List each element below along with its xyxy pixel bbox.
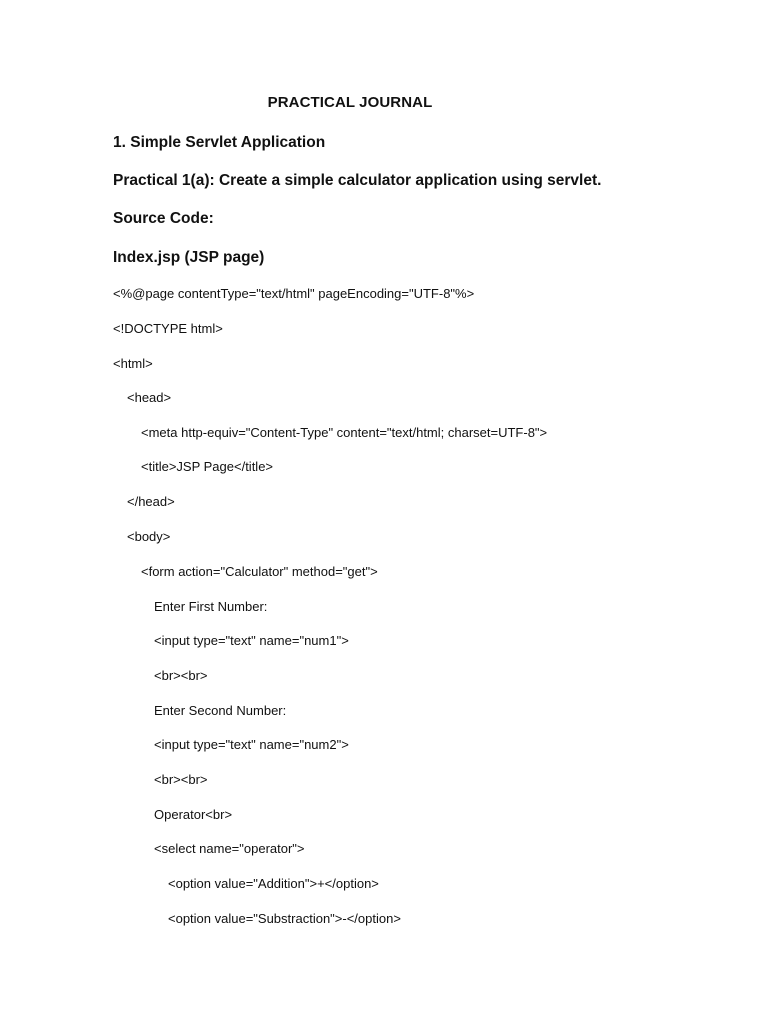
code-line: <form action="Calculator" method="get"> [141, 564, 378, 579]
code-line: <option value="Addition">+</option> [168, 876, 379, 891]
code-line: <body> [127, 529, 171, 544]
code-line: <select name="operator"> [154, 841, 305, 856]
code-line: <html> [113, 356, 153, 371]
section-heading: 1. Simple Servlet Application [113, 134, 326, 151]
practical-heading: Practical 1(a): Create a simple calculator application using servlet. [113, 172, 602, 189]
code-line: Enter Second Number: [154, 703, 287, 718]
code-line: <meta http-equiv="Content-Type" content="text/html; charset=UTF-8"> [141, 425, 548, 440]
code-line: <head> [127, 390, 172, 405]
page-title: PRACTICAL JOURNAL [267, 94, 433, 111]
file-heading: Index.jsp (JSP page) [113, 249, 265, 266]
code-line: <input type="text" name="num1"> [154, 633, 349, 648]
code-line: Operator<br> [154, 807, 233, 822]
code-line: Enter First Number: [154, 599, 268, 614]
code-line: <br><br> [154, 668, 208, 683]
source-code-heading: Source Code: [113, 210, 214, 227]
code-line: <br><br> [154, 772, 208, 787]
code-line: <title>JSP Page</title> [141, 459, 274, 474]
code-line: <!DOCTYPE html> [113, 321, 223, 336]
code-line: <input type="text" name="num2"> [154, 737, 349, 752]
code-line: </head> [127, 494, 175, 509]
code-line: <option value="Substraction">-</option> [168, 911, 401, 926]
code-line: <%@page contentType="text/html" pageEncoding="UTF-8"%> [113, 286, 475, 301]
